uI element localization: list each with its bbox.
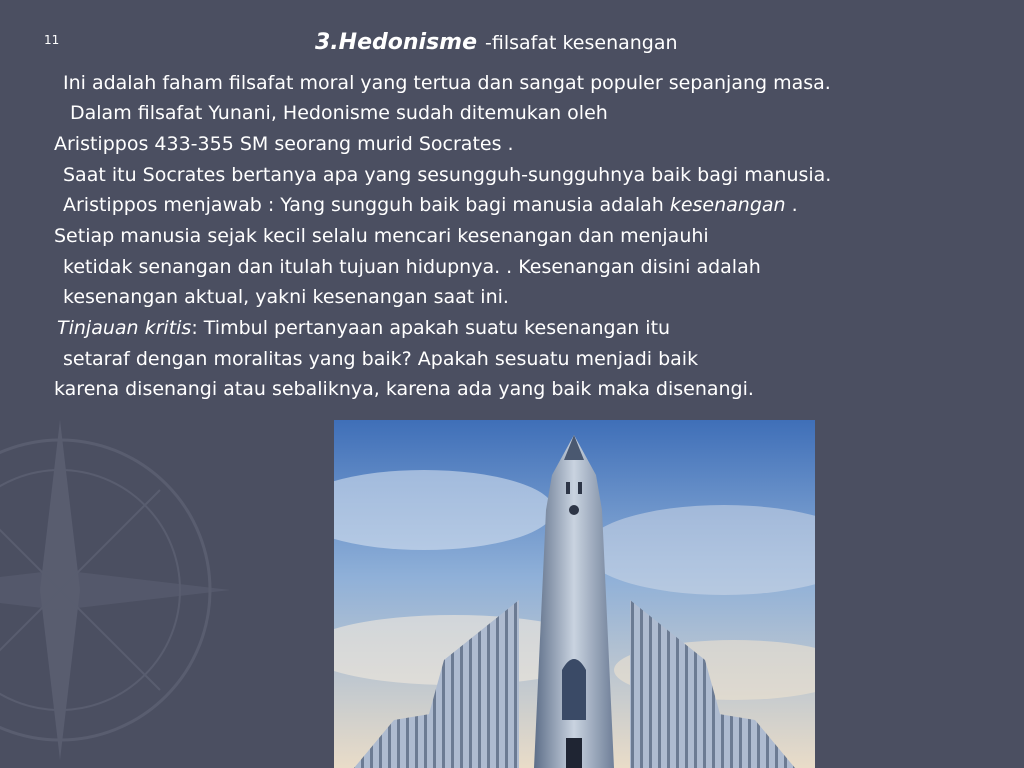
compass-rose-icon bbox=[0, 380, 340, 768]
title-main: 3.Hedonisme bbox=[315, 30, 478, 55]
body-line bbox=[63, 194, 798, 216]
cathedral-photo bbox=[334, 420, 815, 768]
body-line: setaraf dengan moralitas yang baik? Apakah sesuatu menjadi baik bbox=[63, 348, 699, 370]
slide-title bbox=[315, 30, 678, 55]
body-line-text: . bbox=[785, 194, 798, 216]
body-line-text: Aristippos menjawab : Yang sungguh baik bagi manusia adalah bbox=[63, 194, 670, 216]
body-line: Dalam filsafat Yunani, Hedonisme sudah ditemukan oleh bbox=[70, 102, 608, 124]
body-line: Aristippos 433-355 SM seorang murid Socrates . bbox=[54, 133, 514, 155]
body-line: kesenangan aktual, yakni kesenangan saat ini. bbox=[63, 286, 509, 308]
body-line: karena disenangi atau sebaliknya, karena ada yang baik maka disenangi. bbox=[54, 378, 754, 400]
body-line bbox=[57, 317, 670, 339]
title-subtitle: -filsafat kesenangan bbox=[485, 32, 678, 54]
body-line-text: : Timbul pertanyaan apakah suatu kesenangan itu bbox=[191, 317, 671, 339]
emphasis-text: Tinjauan kritis bbox=[57, 317, 192, 339]
slide-number: 11 bbox=[44, 33, 60, 47]
body-line: ketidak senangan dan itulah tujuan hidupnya. . Kesenangan disini adalah bbox=[63, 256, 761, 278]
body-line: Setiap manusia sejak kecil selalu mencari kesenangan dan menjauhi bbox=[54, 225, 709, 247]
body-line: Saat itu Socrates bertanya apa yang sesungguh-sungguhnya baik bagi manusia. bbox=[63, 164, 832, 186]
emphasis-text: kesenangan bbox=[669, 194, 786, 216]
body-line: Ini adalah faham filsafat moral yang tertua dan sangat populer sepanjang masa. bbox=[63, 72, 831, 94]
